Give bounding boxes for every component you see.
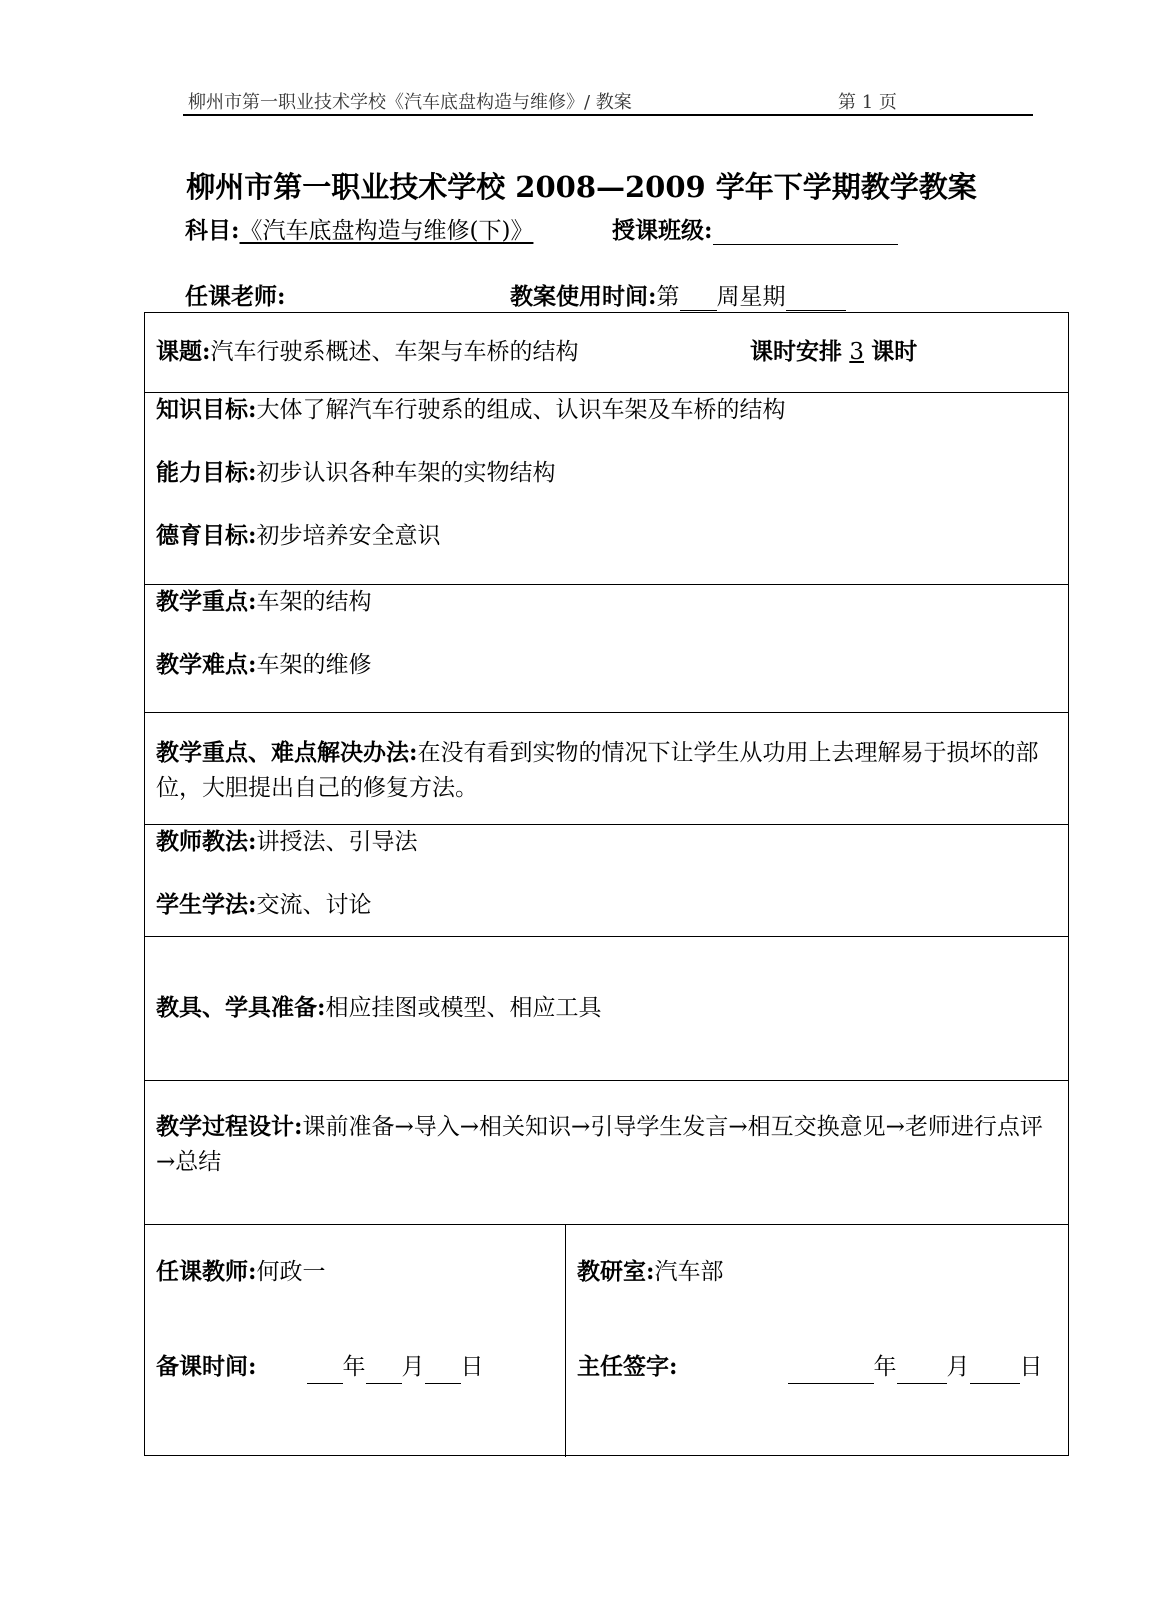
prep-month: 月 [401,1354,425,1380]
solution-row [145,713,1068,825]
difficulty-point [156,648,372,682]
knowledge-objective [156,393,786,427]
director-day: 日 [1019,1354,1043,1380]
key-value: 车架的结构 [256,589,372,615]
difficulty-label: 教学难点: [156,651,257,678]
prep-month-blank [366,1359,402,1384]
page-number: 第 1 页 [838,92,897,113]
hours [750,335,917,369]
preparation-value: 相应挂图或模型、相应工具 [325,995,602,1021]
signature-row [145,1225,1068,1457]
preparation [156,991,602,1025]
process [156,1109,1056,1180]
department [577,1255,724,1289]
class-label: 授课班级: [612,217,713,244]
document-title: 柳州市第一职业技术学校 2008—2009 学年下学期教学教案 [186,170,977,204]
director-month: 月 [946,1354,970,1380]
column-divider [565,1225,566,1457]
solution-value: 在没有看到实物的情况下让学生从功用上去理解易于损坏的部位，大胆提出自己的修复方法。 [156,740,1039,801]
topic-row [145,313,1068,393]
teacher-method-label: 教师教法: [156,828,257,855]
class-blank [713,220,898,245]
moral-label: 德育目标: [156,522,257,549]
key-label: 教学重点: [156,588,257,615]
process-value: 课前准备→导入→相关知识→引导学生发言→相互交换意见→老师进行点评→总结 [156,1114,1043,1175]
methods-row [145,825,1068,937]
director-day-blank [970,1359,1020,1384]
header-rule [183,114,1033,116]
prep-year: 年 [342,1354,366,1380]
difficulty-value: 车架的维修 [256,652,372,678]
solution-label: 教学重点、难点解决办法: [156,739,418,766]
objectives-row [145,393,1068,585]
lecturer-value: 何政一 [256,1259,326,1285]
director-signature [577,1350,1043,1384]
teacher-label: 任课老师: [185,283,286,310]
knowledge-label: 知识目标: [156,396,257,423]
teacher-signature [156,1255,326,1289]
process-row [145,1081,1068,1225]
topic-label: 课题: [156,338,211,365]
focus-row [145,585,1068,713]
subject-line [185,212,533,245]
ability-value: 初步认识各种车架的实物结构 [256,460,556,486]
student-method-value: 交流、讨论 [256,892,372,918]
lesson-plan-table [144,312,1069,1456]
week-prefix: 第 [656,284,680,310]
key-point [156,585,372,619]
time-label: 教案使用时间: [510,283,657,310]
prep-time [156,1350,484,1384]
ability-label: 能力目标: [156,459,257,486]
topic [156,335,579,369]
prep-day-blank [425,1359,461,1384]
subject-value: 《汽车底盘构造与维修(下)》 [239,218,534,244]
hours-value: 3 [849,339,864,365]
class-line [612,212,898,245]
topic-value: 汽车行驶系概述、车架与车桥的结构 [210,339,579,365]
prep-time-label: 备课时间: [156,1353,257,1380]
teacher-method [156,825,418,859]
moral-value: 初步培养安全意识 [256,523,441,549]
director-label: 主任签字: [577,1353,678,1380]
director-year: 年 [873,1354,897,1380]
weekday-blank [786,286,846,311]
student-method [156,888,372,922]
solution [156,735,1056,806]
prep-year-blank [307,1359,343,1384]
director-year-blank [788,1359,874,1384]
hours-unit: 课时 [871,338,918,365]
ability-objective [156,456,556,490]
preparation-label: 教具、学具准备: [156,994,326,1021]
moral-objective [156,519,441,553]
teacher-method-value: 讲授法、引导法 [256,829,418,855]
week-suffix: 周星期 [716,284,786,310]
subject-label: 科目: [185,217,240,244]
knowledge-value: 大体了解汽车行驶系的组成、认识车架及车桥的结构 [256,397,786,423]
department-label: 教研室: [577,1258,655,1285]
lecturer-label: 任课教师: [156,1258,257,1285]
process-label: 教学过程设计: [156,1113,303,1140]
hours-label: 课时安排 [750,338,842,365]
student-method-label: 学生学法: [156,891,257,918]
department-value: 汽车部 [654,1259,724,1285]
preparation-row [145,937,1068,1081]
prep-day: 日 [460,1354,484,1380]
time-line [510,278,846,311]
week-blank [680,286,717,311]
director-month-blank [897,1359,947,1384]
running-header-left: 柳州市第一职业技术学校《汽车底盘构造与维修》/ 教案 [188,92,632,113]
